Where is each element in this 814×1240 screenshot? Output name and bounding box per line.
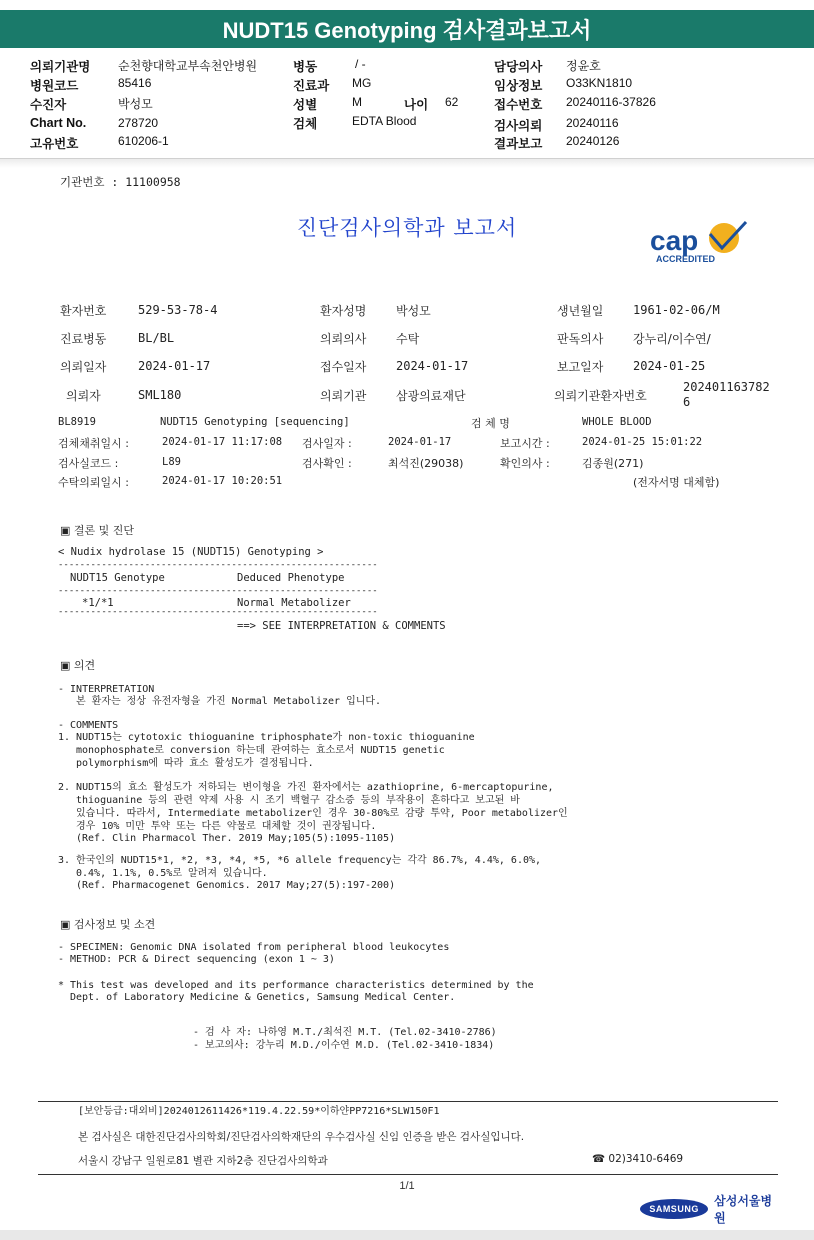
label-ward-2: 진료병동 — [60, 332, 107, 346]
value-req-institution: 삼광의료재단 — [396, 389, 466, 403]
value-doctor: 정윤호 — [566, 59, 601, 73]
cap-accredited-logo — [648, 218, 752, 268]
interpretation-title: - INTERPRETATION — [58, 684, 155, 695]
testinfo-note-2: Dept. of Laboratory Medicine & Genetics, Samsung Medical Center. — [70, 992, 456, 1003]
value-consign-time: 2024-01-17 10:20:51 — [162, 475, 283, 487]
value-collect-time: 2024-01-17 11:17:08 — [162, 436, 283, 448]
value-req-doctor: 수탁 — [396, 332, 420, 346]
footer-bottom-rule — [38, 1174, 778, 1175]
result-subtitle: < Nudix hydrolase 15 (NUDT15) Genotyping > — [58, 546, 324, 558]
label-receipt-date: 접수일자 — [320, 360, 367, 374]
value-receipt-no: 20240116-37826 — [566, 95, 656, 109]
footer-top-rule — [38, 1101, 778, 1102]
lab-phone: ☎ 02)3410-6469 — [592, 1153, 684, 1165]
comment-1-line-1: 1. NUDT15는 cytotoxic thioguanine triphosphate가 non-toxic thioguanine — [58, 732, 475, 743]
test-specimen: WHOLE BLOOD — [582, 416, 652, 428]
value-chart-no: 278720 — [118, 116, 159, 130]
label-collect-time: 검체채취일시 : — [58, 437, 129, 450]
value-sex: M — [352, 95, 362, 109]
comment-1-line-2: monophosphate로 conversion 하는데 관여하는 효소로서 NUDT15 genetic — [76, 745, 445, 756]
label-clinical-info: 임상정보 — [494, 79, 543, 93]
label-req-date: 의뢰일자 — [60, 360, 107, 374]
result-dash-2: ----------------------------------------------------------- — [58, 586, 378, 596]
opinion-heading: ▣ 의견 — [60, 659, 96, 672]
value-confirm-doctor: 김종원(271) — [582, 457, 644, 470]
phenotype-value: Normal Metabolizer — [237, 597, 351, 609]
comment-3-ref: (Ref. Pharmacogenet Genomics. 2017 May;27(5):197-200) — [76, 880, 396, 891]
value-patient: 박성모 — [118, 97, 153, 111]
report-title: 진단검사의학과 보고서 — [296, 216, 518, 240]
result-heading: ▣ 결론 및 진단 — [60, 524, 135, 537]
signature-note: (전자서명 대체함) — [633, 476, 720, 489]
label-request-date: 검사의뢰 — [494, 119, 543, 133]
samsung-brand: SAMSUNG — [640, 1199, 708, 1219]
value-report-date-2: 2024-01-25 — [633, 359, 706, 373]
report-banner — [0, 10, 814, 48]
value-unique-no: 610206-1 — [118, 134, 169, 148]
label-unique-no: 고유번호 — [30, 137, 79, 151]
label-ward: 병동 — [293, 60, 318, 74]
value-department: MG — [352, 76, 372, 90]
label-reader: 판독의사 — [557, 332, 604, 346]
testinfo-note-1: * This test was developed and its performance characteristics determined by the — [58, 980, 534, 991]
comment-2-line-1: 2. NUDT15의 효소 활성도가 저하되는 변이형을 가진 환자에서는 azathioprine, 6-mercaptopurine, — [58, 782, 554, 793]
value-hospital-code: 85416 — [118, 76, 152, 90]
value-patient-name: 박성모 — [396, 304, 431, 318]
testinfo-heading: ▣ 검사정보 및 소견 — [60, 918, 156, 931]
value-request-date: 20240116 — [566, 116, 619, 130]
cap-accredited-text: ACCREDITED — [656, 254, 716, 264]
comment-2-line-3: 있습니다. 따라서, Intermediate metabolizer인 경우 30-80%로 감량 투약, Poor metabolizer인 — [76, 808, 568, 819]
value-requester: SML180 — [138, 388, 182, 402]
value-report-date: 20240126 — [566, 134, 620, 148]
test-name: NUDT15 Genotyping [sequencing] — [160, 416, 350, 428]
label-chart-no: Chart No. — [30, 116, 87, 130]
value-lab-code: L89 — [162, 456, 181, 468]
value-inst-patient-no-1: 202401163782 — [683, 380, 770, 394]
label-requester: 의뢰자 — [66, 389, 101, 403]
label-report-time: 보고시간 : — [500, 437, 550, 450]
banner-title: NUDT15 Genotyping 검사결과보고서 — [222, 17, 592, 43]
page-number: 1/1 — [399, 1180, 415, 1192]
comments-title: - COMMENTS — [58, 720, 119, 731]
result-dash-3: ----------------------------------------------------------- — [58, 607, 378, 617]
label-inst-patient-no: 의뢰기관환자번호 — [554, 389, 647, 403]
testinfo-specimen: - SPECIMEN: Genomic DNA isolated from peripheral blood leukocytes — [58, 942, 450, 953]
value-req-date: 2024-01-17 — [138, 359, 211, 373]
samsung-hospital-logo — [640, 1194, 780, 1225]
genotype-value: *1/*1 — [82, 597, 114, 609]
testinfo-reporter: - 보고의사: 강누리 M.D./이수연 M.D. (Tel.02-3410-1834) — [193, 1040, 495, 1051]
label-req-doctor: 의뢰의사 — [320, 332, 367, 346]
label-birth: 생년월일 — [557, 304, 604, 318]
cap-logo-text: cap — [650, 225, 699, 256]
page-bottom-bar — [0, 1230, 814, 1240]
comment-3-line-1: 3. 한국인의 NUDT15*1, *2, *3, *4, *5, *6 allele frequency는 각각 86.7%, 4.4%, 6.0%, — [58, 855, 542, 866]
label-test-confirm: 검사확인 : — [302, 457, 352, 470]
label-specimen: 검체 — [293, 117, 318, 131]
value-report-time: 2024-01-25 15:01:22 — [582, 436, 703, 448]
hospital-name: 삼성서울병원 — [714, 1194, 773, 1225]
testinfo-method: - METHOD: PCR & Direct sequencing (exon 1 ~ 3) — [58, 954, 335, 965]
label-confirm-doctor: 확인의사 : — [500, 457, 550, 470]
label-age: 나이 — [404, 98, 429, 112]
label-req-institution: 의뢰기관 — [320, 389, 367, 403]
label-department: 진료과 — [293, 79, 330, 93]
certification-line: 본 검사실은 대한진단검사의학회/진단검사의학재단의 우수검사실 신임 인증을 받은 검사실입니다. — [78, 1131, 525, 1143]
comment-3-line-2: 0.4%, 1.1%, 0.5%로 알려져 있습니다. — [76, 868, 268, 879]
label-patient-no: 환자번호 — [60, 304, 107, 318]
value-ward-2: BL/BL — [138, 331, 175, 345]
comment-2-ref: (Ref. Clin Pharmacol Ther. 2019 May;105(5):1095-1105) — [76, 833, 396, 844]
result-dash-1: ----------------------------------------------------------- — [58, 560, 378, 570]
label-report-date: 결과보고 — [494, 137, 543, 151]
label-lab-code: 검사실코드 : — [58, 457, 119, 470]
value-clinical-info: O33KN1810 — [566, 76, 633, 90]
comment-1-line-3: polymorphism에 따라 효소 활성도가 결정됩니다. — [76, 758, 314, 769]
value-test-date: 2024-01-17 — [388, 436, 452, 448]
testinfo-tester: - 검 사 자: 나하영 M.T./최석진 M.T. (Tel.02-3410-2786) — [193, 1027, 497, 1038]
label-patient: 수진자 — [30, 98, 67, 112]
label-hospital-code: 병원코드 — [30, 79, 79, 93]
label-patient-name: 환자성명 — [320, 304, 367, 318]
header-divider — [0, 158, 814, 168]
value-institution: 순천향대학교부속천안병원 — [118, 59, 258, 73]
security-line: [보안등급:대외비]2024012611426*119.4.22.59*이하얀PP7216*SLW150F1 — [78, 1106, 440, 1117]
value-test-confirm: 최석진(29038) — [388, 457, 464, 470]
label-receipt-no: 접수번호 — [494, 98, 543, 112]
label-institution: 의뢰기관명 — [30, 60, 91, 74]
value-reader: 강누리/이수연/ — [633, 332, 711, 346]
value-specimen: EDTA Blood — [352, 114, 417, 128]
comment-2-line-2: thioguanine 등의 관련 약제 사용 시 조기 백혈구 감소증 등의 부작용이 흔하다고 보고된 바 — [76, 795, 520, 806]
value-inst-patient-no-2: 6 — [683, 395, 691, 409]
value-age: 62 — [445, 95, 459, 109]
label-sex: 성별 — [293, 98, 318, 112]
label-report-date-2: 보고일자 — [557, 360, 604, 374]
col-phenotype: Deduced Phenotype — [237, 572, 345, 584]
interpretation-text: 본 환자는 정상 유전자형을 가진 Normal Metabolizer 입니다. — [76, 696, 382, 707]
cap-logo-icon — [648, 218, 752, 268]
institution-number: 기관번호 : 11100958 — [60, 175, 181, 189]
label-consign-time: 수탁의뢰일시 : — [58, 476, 129, 489]
value-patient-no: 529-53-78-4 — [138, 303, 218, 317]
label-test-date: 검사일자 : — [302, 437, 352, 450]
value-birth: 1961-02-06/M — [633, 303, 720, 317]
lab-address: 서울시 강남구 일원로81 별관 지하2층 진단검사의학과 — [78, 1155, 328, 1167]
label-doctor: 담당의사 — [494, 60, 543, 74]
test-code: BL8919 — [58, 416, 96, 428]
col-genotype: NUDT15 Genotype — [70, 572, 165, 584]
test-specimen-label: 검 체 명 — [471, 417, 510, 430]
value-receipt-date: 2024-01-17 — [396, 359, 469, 373]
value-ward: / - — [355, 57, 366, 71]
see-interpretation: ==> SEE INTERPRETATION & COMMENTS — [237, 620, 446, 632]
comment-2-line-4: 경우 10% 미만 투약 또는 다른 약물로 대체할 것이 권장됩니다. — [76, 821, 377, 832]
